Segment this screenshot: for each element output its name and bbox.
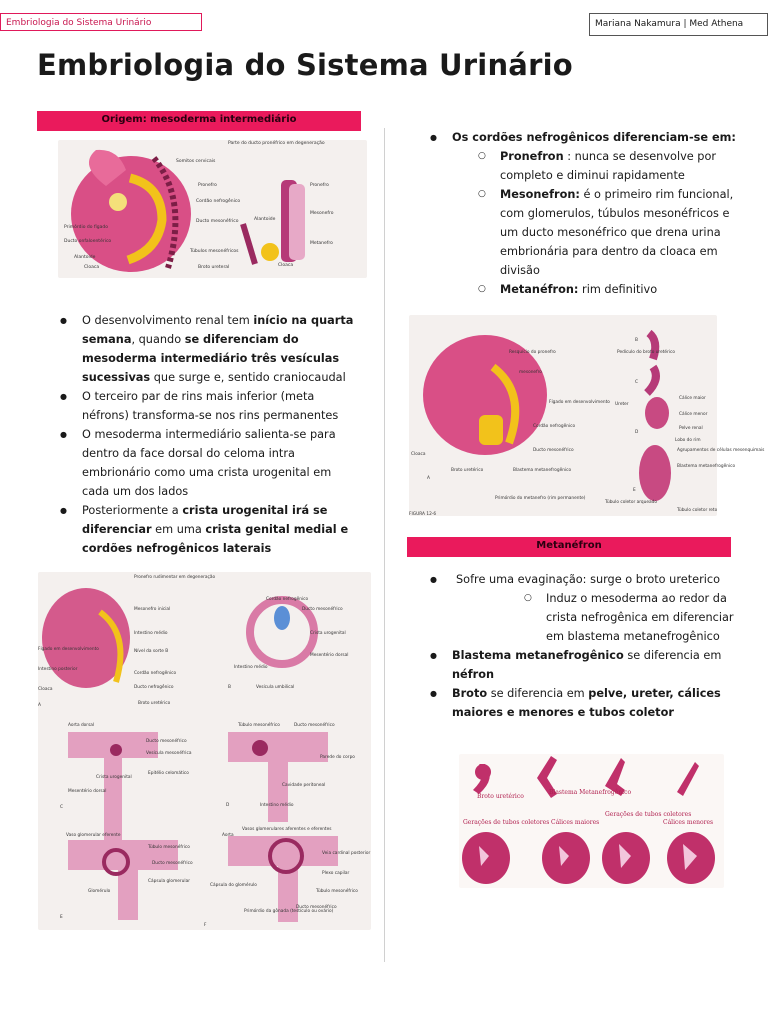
- figure-label: Ducto mesonéfrico: [296, 905, 337, 910]
- figure-label: Resquício do pronefro: [509, 350, 556, 355]
- figure-label: Túbulo coletor reto: [677, 508, 718, 513]
- figure-label: Primórdio da gônada (testículo ou ovário): [244, 909, 334, 914]
- figure-label: Blastema Metanefrogênico: [549, 789, 632, 796]
- figure-label: E: [60, 915, 63, 920]
- figure-label: Túbulo mesonéfrico: [148, 845, 190, 850]
- figure-label: Vesícula mesonéfrica: [146, 751, 192, 756]
- figure-label: Cloaca: [38, 687, 53, 692]
- figure-label: C: [635, 380, 639, 385]
- figure-label: D: [635, 430, 639, 435]
- list-item: ● Sofre uma evaginação: surge o broto ureterico ○ Induz o mesoderma ao redor da crista nefrogênica em diferenciar em blastema metanefrogênico: [428, 570, 746, 646]
- figure-label: Epitélio celomático: [148, 771, 189, 776]
- figure-label: Ducto mesonéfrico: [152, 861, 193, 866]
- figure-broto-ureterico: [459, 754, 724, 888]
- figure-label: B: [228, 685, 231, 690]
- figure-label: Cordão nefrogênico: [196, 199, 241, 204]
- metanefron-sublist: [546, 589, 746, 646]
- figure-label: Cálice menor: [679, 412, 708, 417]
- figure-label: Mesentério dorsal: [310, 653, 349, 658]
- list-item: ○ Metanéfron: rim definitivo: [500, 280, 746, 299]
- figure-label: Cápsula glomerular: [148, 879, 190, 884]
- figure-label: Mesentério dorsal: [68, 789, 107, 794]
- figure-label: Cordão nefrogênico: [134, 671, 177, 676]
- figure-label: A: [38, 703, 41, 708]
- metanephros-illustration: [409, 315, 765, 517]
- figure-label: Cordão nefrogênico: [533, 424, 576, 429]
- figure-label: Ducto mesonéfrico: [294, 723, 335, 728]
- figure-label: Primórdio do fígado: [64, 225, 109, 230]
- figure-label: Vaso glomerular eferente: [66, 833, 121, 838]
- figure-label: Blastema metanefrogênico: [513, 468, 572, 473]
- cordoes-list: [428, 128, 746, 299]
- figure-metanefro-development: [409, 315, 765, 517]
- figure-label: Ducto mesonéfrico: [533, 448, 574, 453]
- figure-label: Cálice maior: [679, 396, 706, 401]
- figure-label: Gerações de tubos coletores: [605, 811, 692, 818]
- figure-label: Vesícula umbilical: [256, 685, 295, 690]
- figure-label: Túbulo mesonéfrico: [238, 723, 280, 728]
- figure-label: Ducto mesonéfrico: [196, 219, 239, 224]
- column-divider: [384, 128, 385, 962]
- figure-label: FIGURA 12-6: [409, 512, 437, 517]
- metanefron-list: [428, 570, 746, 722]
- ureteric-bud-illustration: [459, 754, 724, 888]
- figure-label: Ducto nefrogênico: [134, 685, 174, 690]
- figure-label: Aorta: [222, 833, 234, 838]
- figure-label: Ducto onfaloentérico: [64, 239, 112, 244]
- figure-label: Pedículo do broto uretérico: [617, 350, 676, 355]
- figure-label: Ureter: [615, 402, 629, 407]
- list-item: ● O desenvolvimento renal tem início na quarta semana, quando se diferenciam do mesoderma intermediário três vesículas sucessivas que surge e, sentido craniocaudal: [58, 311, 358, 387]
- figure-label: Broto uretérico: [138, 701, 171, 706]
- figure-label: Fígado em desenvolvimento: [38, 647, 99, 652]
- figure-label: Aorta dorsal: [68, 723, 95, 728]
- figure-label: Cordão nefrogênico: [266, 597, 309, 602]
- figure-label: Primórdio do metanefro (rim permanente): [495, 496, 586, 501]
- list-item: ● Blastema metanefrogênico se diferencia em néfron: [428, 646, 746, 684]
- origem-bullet-list: [58, 311, 358, 558]
- figure-label: Cálices menores: [663, 819, 714, 826]
- figure-label: Parte do ducto pronéfrico em degeneração: [228, 141, 325, 146]
- figure-label: B: [635, 338, 638, 343]
- figure-label: Crista urogenital: [96, 775, 132, 780]
- figure-mesonefro-panels: [38, 572, 371, 930]
- figure-label: Gerações de tubos coletores: [463, 819, 550, 826]
- figure-label: Glomérulo: [88, 889, 111, 894]
- figure-label: Parede do corpo: [320, 755, 355, 760]
- mesonephros-illustration: [38, 572, 371, 930]
- figure-label: Túbulo mesonéfrico: [316, 889, 358, 894]
- list-item: ● Broto se diferencia em pelve, ureter, cálices maiores e menores e tubos coletor: [428, 684, 746, 722]
- figure-label: Alantoide: [74, 255, 96, 260]
- figure-label-group: [463, 789, 713, 826]
- figure-label: Intestino médio: [234, 665, 268, 670]
- figure-label: Crista urogenital: [310, 631, 346, 636]
- cordoes-sublist: [500, 147, 746, 299]
- figure-label: Somitos cervicais: [176, 159, 216, 164]
- figure-label: Pronefro rudimentar em degeneração: [134, 575, 216, 580]
- figure-label: Intestino médio: [260, 803, 294, 808]
- figure-label: Mesonefro inicial: [134, 607, 171, 612]
- figure-label: Broto uretérico: [477, 793, 524, 800]
- figure-label: Cloaca: [84, 265, 100, 270]
- figure-label: Ducto mesonéfrico: [146, 739, 187, 744]
- figure-label: Cloaca: [411, 452, 426, 457]
- figure-label: Alantoide: [254, 217, 276, 222]
- figure-label: Fígado em desenvolvimento: [549, 400, 610, 405]
- figure-label: Vasos glomerulares aferentes e eferentes: [242, 827, 332, 832]
- figure-label: Broto ureteral: [198, 265, 230, 270]
- figure-label: Mesonefro: [310, 211, 334, 216]
- section-band-origem: Origem: mesoderma intermediário: [37, 111, 361, 131]
- figure-label: Pronefro: [310, 183, 329, 188]
- figure-label: Pelve renal: [679, 426, 703, 431]
- list-item: ○ Pronefron : nunca se desenvolve por completo e diminui rapidamente: [500, 147, 746, 185]
- figure-label: Plexo capilar: [322, 871, 350, 876]
- header-author-tag: Mariana Nakamura | Med Athena: [589, 13, 768, 36]
- section-band-metanefron: Metanéfron: [407, 537, 731, 557]
- header-topic-tag: Embriologia do Sistema Urinário: [0, 13, 202, 31]
- figure-label: A: [427, 476, 430, 481]
- list-item: ● O mesoderma intermediário salienta-se para dentro da face dorsal do celoma intra embrionário como uma crista urogenital em cada um dos lados: [58, 425, 358, 501]
- figure-label: Túbulos mesonéfricos: [190, 249, 239, 254]
- figure-label: Cloaca: [278, 263, 294, 268]
- list-item: ○ Induz o mesoderma ao redor da crista nefrogênica em diferenciar em blastema metanefrogênico: [546, 589, 746, 646]
- embryo-illustration: [58, 140, 367, 278]
- list-item: ○ Mesonefron: é o primeiro rim funcional, com glomerulos, túbulos mesonéfricos e um ducto mesonéfrico que drena urina embrionária para dentro da cloaca em divisão: [500, 185, 746, 280]
- figure-label: Intestino posterior: [38, 667, 78, 672]
- figure-label: Cálices maiores: [551, 819, 600, 826]
- figure-label: Agrupamentos de células mesenquimais: [677, 448, 765, 453]
- figure-label: Blastema metanefrogênico: [677, 464, 736, 469]
- figure-label: mesonefro: [519, 370, 542, 375]
- figure-label: Intestino médio: [134, 631, 168, 636]
- list-item: ● Posteriormente a crista urogenital irá se diferenciar em uma crista genital medial e cordões nefrogênicos laterais: [58, 501, 358, 558]
- figure-label: E: [633, 488, 636, 493]
- figure-label: Pronefro: [198, 183, 217, 188]
- list-item: ● O terceiro par de rins mais inferior (meta néfrons) transforma-se nos rins permanentes: [58, 387, 358, 425]
- figure-label: F: [204, 923, 207, 928]
- figure-label: Cavidade peritoneal: [282, 783, 326, 788]
- figure-label: Ducto mesonéfrico: [302, 607, 343, 612]
- figure-label: D: [226, 803, 230, 808]
- figure-label: C: [60, 805, 64, 810]
- page-title: Embriologia do Sistema Urinário: [37, 48, 573, 82]
- figure-label: Túbulo coletor arqueado: [605, 500, 658, 505]
- figure-label: Lobo do rim: [675, 438, 701, 443]
- list-item: ● Os cordões nefrogênicos diferenciam-se em: ○ Pronefron : nunca se desenvolve por completo e diminui rapidamente ○ Mesonefron: é o primeiro rim funcional, com glomerulos, túbulos mesonéfricos e um ducto mesonéfrico que drena urina embrionária para dentro da cloaca em divisão ○ Metanéfron: rim definitivo: [428, 128, 746, 299]
- figure-label: Veia cardinal posterior: [322, 851, 371, 856]
- figure-origem-embryo: [58, 140, 367, 278]
- figure-label: Broto uretérico: [451, 468, 484, 473]
- figure-label: Nível da sorte B: [134, 649, 169, 654]
- figure-label: Cápsula do glomérulo: [210, 883, 257, 888]
- figure-label: Metanefro: [310, 241, 333, 246]
